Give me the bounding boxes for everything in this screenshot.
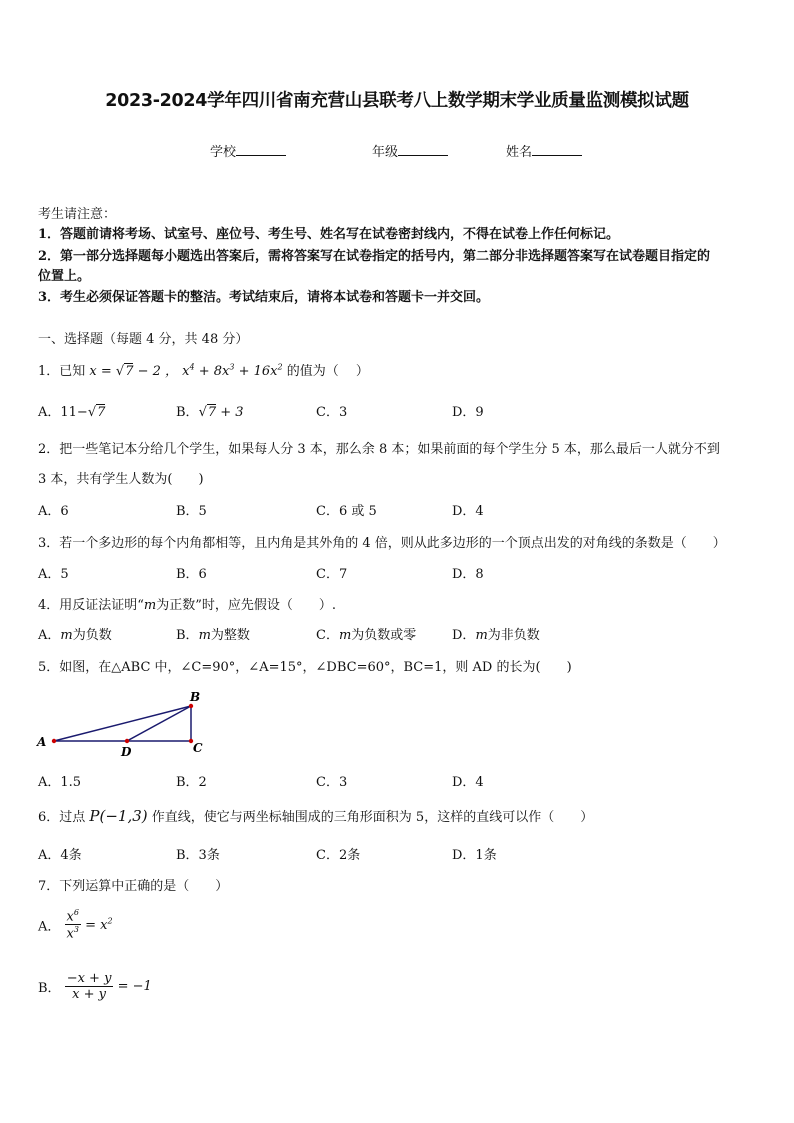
point-b [189, 704, 193, 708]
question-2: 2．把一些笔记本分给几个学生，如果每人分 3 本，那么余 8 本；如果前面的每个学生分 5 本，那么最后一人就分不到 [38, 442, 720, 457]
q2-option-d[interactable]: D．4 [452, 504, 484, 519]
q1-formula: x = √7 − 2 ， $x^4 + 8x^3 + 16x^2$ [89, 362, 283, 379]
q1-suffix: 的值为（ ） [286, 364, 369, 379]
q4-suffix: 为正数”时，应先假设（ ）. [156, 598, 337, 613]
q4-option-d[interactable]: D．m为非负数 [452, 628, 540, 643]
q1-option-d[interactable]: D．9 [452, 405, 484, 420]
q3-option-c[interactable]: C．7 [316, 567, 348, 582]
point-a [52, 739, 56, 743]
q2-option-b[interactable]: B．5 [176, 504, 207, 519]
q2-option-c[interactable]: C．6 或 5 [316, 504, 377, 519]
segment-ab [54, 706, 191, 741]
question-2-cont: 3 本，共有学生人数为( ) [38, 472, 204, 487]
q5-option-c[interactable]: C．3 [316, 775, 348, 790]
grade-blank[interactable] [398, 143, 448, 156]
q5-option-d[interactable]: D．4 [452, 775, 484, 790]
label-b: B [190, 690, 201, 704]
page-title: 2023-2024学年四川省南充营山县联考八上数学期末学业质量监测模拟试题 [105, 91, 689, 111]
school-field [210, 141, 286, 160]
q4-option-c[interactable]: C．m为负数或零 [316, 628, 417, 643]
label-a: A [37, 735, 47, 749]
q1-option-b[interactable]: B．√7 + 3 [176, 405, 244, 420]
q4-option-b[interactable]: B．m为整数 [176, 628, 250, 643]
q6-point: P(−1,3) [89, 807, 148, 825]
question-4 [38, 594, 336, 613]
question-7: 7．下列运算中正确的是（ ） [38, 879, 229, 894]
point-d [125, 739, 129, 743]
notice-heading: 考生请注意： [38, 207, 117, 222]
school-blank[interactable] [236, 143, 286, 156]
q4-prefix: 4．用反证法证明“ [38, 598, 144, 613]
q5-option-a[interactable]: A．1.5 [38, 775, 82, 790]
segment-bd [127, 706, 191, 741]
q6-option-c[interactable]: C．2条 [316, 848, 361, 863]
q1-option-a[interactable]: A．11−√7 [38, 405, 106, 420]
q1-prefix: 1．已知 [38, 364, 86, 379]
grade-label: 年级 [372, 145, 399, 160]
notice-item: 3．考生必须保证答题卡的整洁。考试结束后，请将本试卷和答题卡一并交回。 [38, 290, 490, 305]
section-heading: 一、选择题（每题 4 分，共 48 分） [38, 332, 249, 347]
label-c: C [193, 741, 203, 755]
name-blank[interactable] [532, 143, 582, 156]
q3-option-a[interactable]: A．5 [38, 567, 69, 582]
school-label: 学校 [210, 145, 237, 160]
q3-option-d[interactable]: D．8 [452, 567, 484, 582]
q1-option-c[interactable]: C．3 [316, 405, 348, 420]
name-label: 姓名 [506, 145, 533, 160]
name-field [506, 141, 582, 160]
triangle-figure [30, 688, 220, 762]
notice-item: 位置上。 [38, 269, 91, 284]
q6-suffix: 作直线，使它与两坐标轴围成的三角形面积为 5，这样的直线可以作（ ） [151, 810, 594, 825]
notice-item: 2．第一部分选择题每小题选出答案后，需将答案写在试卷指定的括号内，第二部分非选择题答案写在试卷题目指定的 [38, 249, 711, 264]
grade-field [372, 141, 448, 160]
q7-option-b[interactable]: B． $\frac{-x + y}{x + y}$ = −1 [38, 971, 152, 1002]
notice-item: 1．答题前请将考场、试室号、座位号、考生号、姓名写在试卷密封线内，不得在试卷上作任何标记。 [38, 227, 620, 242]
q4-option-a[interactable]: A．m为负数 [38, 628, 112, 643]
q6-option-b[interactable]: B．3条 [176, 848, 220, 863]
q6-prefix: 6．过点 [38, 810, 86, 825]
question-1 [38, 360, 369, 379]
q6-option-a[interactable]: A．4条 [38, 848, 82, 863]
question-6 [38, 806, 593, 825]
label-d: D [121, 745, 132, 759]
q7-option-a[interactable]: A． $\frac{x^6}{x^3}$ = $x^2$ [38, 908, 113, 942]
q6-option-d[interactable]: D．1条 [452, 848, 497, 863]
q2-option-a[interactable]: A．6 [38, 504, 69, 519]
q3-option-b[interactable]: B．6 [176, 567, 207, 582]
question-3: 3．若一个多边形的每个内角都相等，且内角是其外角的 4 倍，则从此多边形的一个顶点出发的对角线的条数是（ ） [38, 536, 726, 551]
q4-var: m [143, 598, 157, 613]
question-5: 5．如图，在△ABC 中，∠C=90°，∠A=15°，∠DBC=60°，BC=1，则 AD 的长为( ) [38, 660, 572, 675]
q5-option-b[interactable]: B．2 [176, 775, 207, 790]
